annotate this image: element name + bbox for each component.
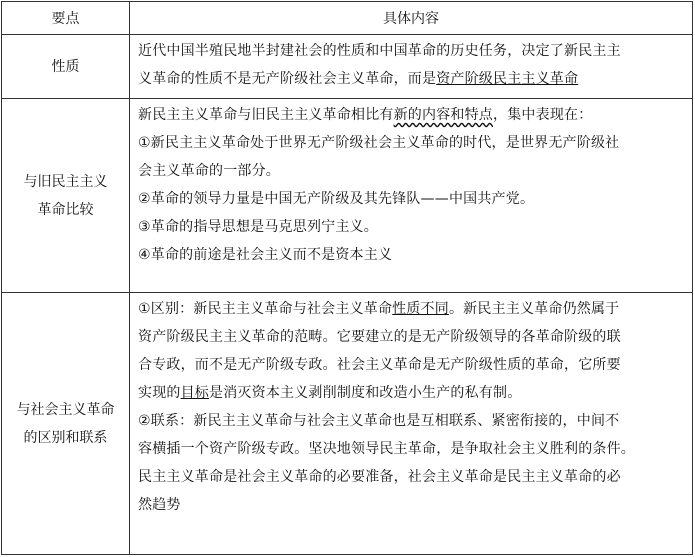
row-key-relation [2, 293, 130, 555]
text-segment: 实现的 [138, 385, 181, 401]
text-segment: 新民主主义革命与旧民主主义革命相比有 [138, 107, 394, 123]
content-line [138, 65, 686, 93]
content-line [138, 101, 686, 129]
header-details: 具体内容 [130, 2, 693, 35]
key-line: 革命比较 [37, 201, 94, 218]
text-segment: 。新民主主义革命仍然属于 [448, 301, 620, 317]
content-line: 会主义革命的一部分。 [138, 163, 280, 179]
underlined-text: 资产阶级民主主义革命 [436, 71, 579, 87]
content-table [1, 1, 693, 555]
row-key-nature: 性质 [2, 35, 130, 99]
text-segment: 义革命的性质不是无产阶级社会主义革命，而是 [138, 71, 437, 87]
key-line: 与旧民主主义 [23, 173, 108, 190]
table-row [2, 35, 693, 99]
underlined-text: 目标 [180, 385, 210, 401]
content-line: 民主主义革命是社会主义革命的必要准备，社会主义革命是民主主义革命的必 [138, 469, 621, 485]
content-line [138, 295, 686, 323]
content-line [138, 379, 686, 407]
header-key-point: 要点 [2, 2, 130, 35]
content-line: ④革命的前途是社会主义而不是资本主义 [138, 247, 393, 263]
content-line: 容横插一个资产阶级专政。坚决地领导民主革命，是争取社会主义胜利的条件。 [138, 441, 635, 457]
row-key-comparison [2, 99, 130, 293]
table-row [2, 293, 693, 555]
key-line: 的区别和联系 [23, 429, 108, 446]
content-line: ②联系：新民主主义革命与社会主义革命也是互相联系、紧密衔接的，中间不 [138, 413, 620, 429]
underlined-text: 新的内容和特点 [393, 107, 494, 123]
text-segment: ①区别：新民主主义革命与社会主义革命 [138, 301, 393, 317]
content-line: ③革命的指导思想是马克思列宁主义。 [138, 219, 378, 235]
key-line: 与社会主义革命 [16, 401, 115, 418]
content-line: 资产阶级民主主义革命的范畴。它要建立的是无产阶级领导的各革命阶级的联 [138, 329, 621, 345]
table-row [2, 99, 693, 293]
content-line: ②革命的领导力量是中国无产阶级及其先锋队——中国共产党。 [138, 191, 535, 207]
row-content-comparison [130, 99, 693, 293]
content-line: 近代中国半殖民地半封建社会的性质和中国革命的历史任务，决定了新民主主 [138, 43, 621, 59]
text-segment: 是消灭资本主义剥削制度和改造小生产的私有制。 [209, 385, 522, 401]
content-line: 合专政，而不是无产阶级专政。社会主义革命是无产阶级性质的革命，它所要 [138, 357, 621, 373]
content-line: 然趋势 [138, 497, 181, 513]
underlined-text: 性质不同 [392, 301, 449, 317]
text-segment: ，集中表现在： [493, 107, 593, 123]
table-header-row [2, 2, 693, 35]
content-line: ①新民主主义革命处于世界无产阶级社会主义革命的时代，是世界无产阶级社 [138, 135, 620, 151]
row-content-nature [130, 35, 693, 99]
row-content-relation [130, 293, 693, 555]
